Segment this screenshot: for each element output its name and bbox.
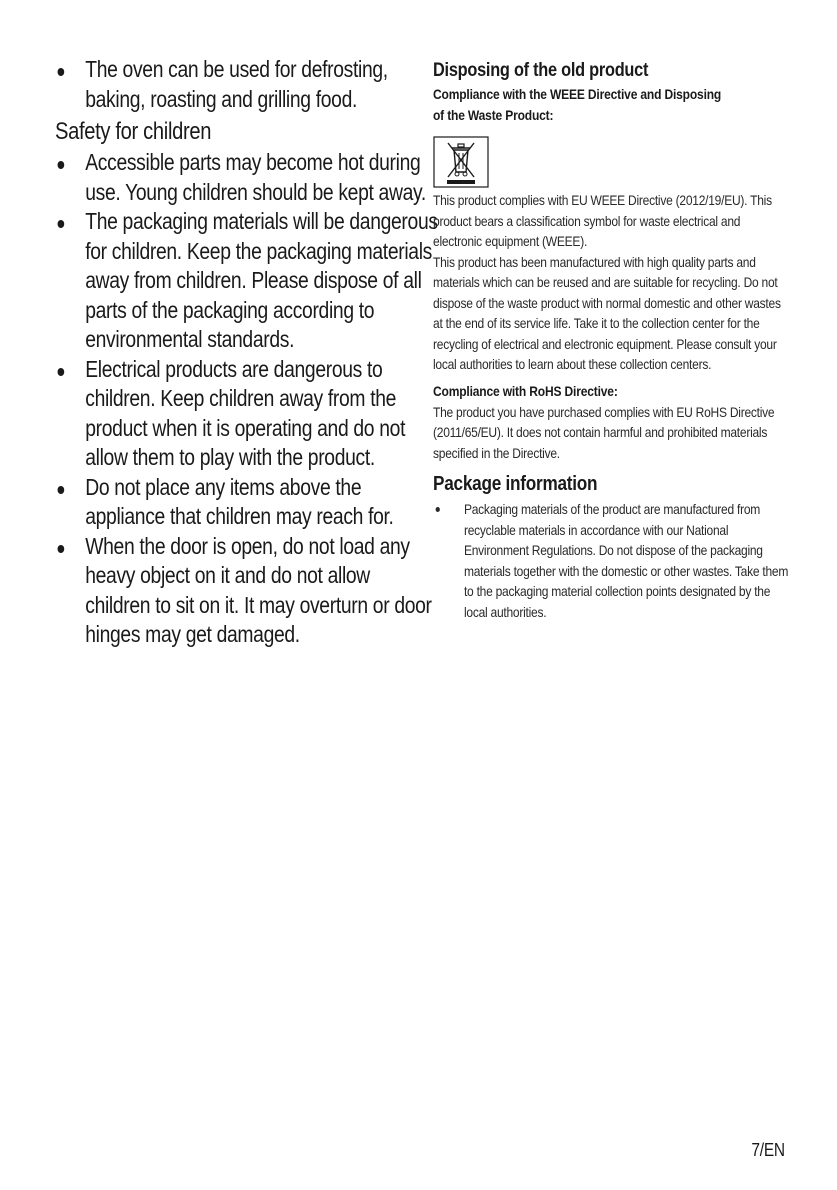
list-item bbox=[433, 499, 789, 622]
package-information-title: Package information bbox=[433, 473, 598, 495]
weee-recycling-text: This product has been manufactured with high quality parts and materials which can be reused and are suitable for recycling. Do not dispose of the waste product with normal domestic and other wastes at the end of its service life. Take it to the collection center for the recycling of electrical and electronic equipment. Please consult your local authorities to learn about these collection centers. bbox=[433, 253, 781, 372]
bullet-text: The oven can be used for defrosting, baking, roasting and grilling food. bbox=[85, 56, 388, 112]
page-number: 7/EN bbox=[751, 1140, 785, 1160]
section-title-safety-for-children: Safety for children bbox=[55, 118, 212, 145]
list-item bbox=[55, 207, 438, 355]
left-column bbox=[55, 55, 438, 650]
list-item bbox=[55, 55, 438, 114]
bullet-text: Accessible parts may become hot during use. Young children should be kept away. bbox=[85, 149, 426, 205]
package-info-list bbox=[433, 499, 789, 622]
children-safety-list bbox=[55, 148, 438, 650]
weee-title: Compliance with the WEEE Directive and Disposing of the Waste Product: bbox=[433, 86, 722, 123]
right-column bbox=[433, 58, 789, 622]
bullet-icon bbox=[58, 368, 65, 376]
bullet-icon bbox=[58, 161, 65, 169]
list-item bbox=[55, 473, 438, 532]
rohs-title: Compliance with RoHS Directive: bbox=[433, 382, 618, 399]
rohs-text: The product you have purchased complies with EU RoHS Directive (2011/65/EU). It does not contain harmful and prohibited materials specified in the Directive. bbox=[433, 403, 775, 461]
bullet-icon bbox=[58, 68, 65, 76]
bullet-icon bbox=[58, 486, 65, 494]
list-item bbox=[55, 355, 438, 473]
list-item bbox=[55, 532, 438, 650]
bullet-icon bbox=[58, 545, 65, 553]
weee-compliance-text: This product complies with EU WEEE Directive (2012/19/EU). This product bears a classification symbol for waste electrical and electronic equipment (WEEE). bbox=[433, 192, 772, 249]
list-item bbox=[55, 148, 438, 207]
bullet-icon bbox=[58, 220, 65, 228]
bullet-text: Do not place any items above the appliance that children may reach for. bbox=[85, 473, 394, 529]
bullet-text: The packaging materials will be dangerous for children. Keep the packaging materials away from children. Please dispose of all parts of the packaging according to environmental standards. bbox=[85, 208, 438, 352]
oven-use-list bbox=[55, 55, 415, 114]
disposal-title: Disposing of the old product bbox=[433, 60, 649, 81]
bullet-text: Packaging materials of the product are manufactured from recyclable materials in accordance with our National Environment Regulations. Do not dispose of the packaging materials together with the domestic or other wastes. Take them to the packaging material collection points designated by the local authorities. bbox=[463, 501, 789, 620]
bullet-text: Electrical products are dangerous to children. Keep children away from the product when it is operating and do not allow them to play with the product. bbox=[85, 355, 406, 470]
weee-crossed-bin-icon bbox=[433, 136, 489, 188]
bullet-text: When the door is open, do not load any heavy object on it and do not allow children to sit on it. It may overturn or door hinges may get damaged. bbox=[85, 532, 432, 647]
bullet-icon bbox=[436, 507, 440, 512]
